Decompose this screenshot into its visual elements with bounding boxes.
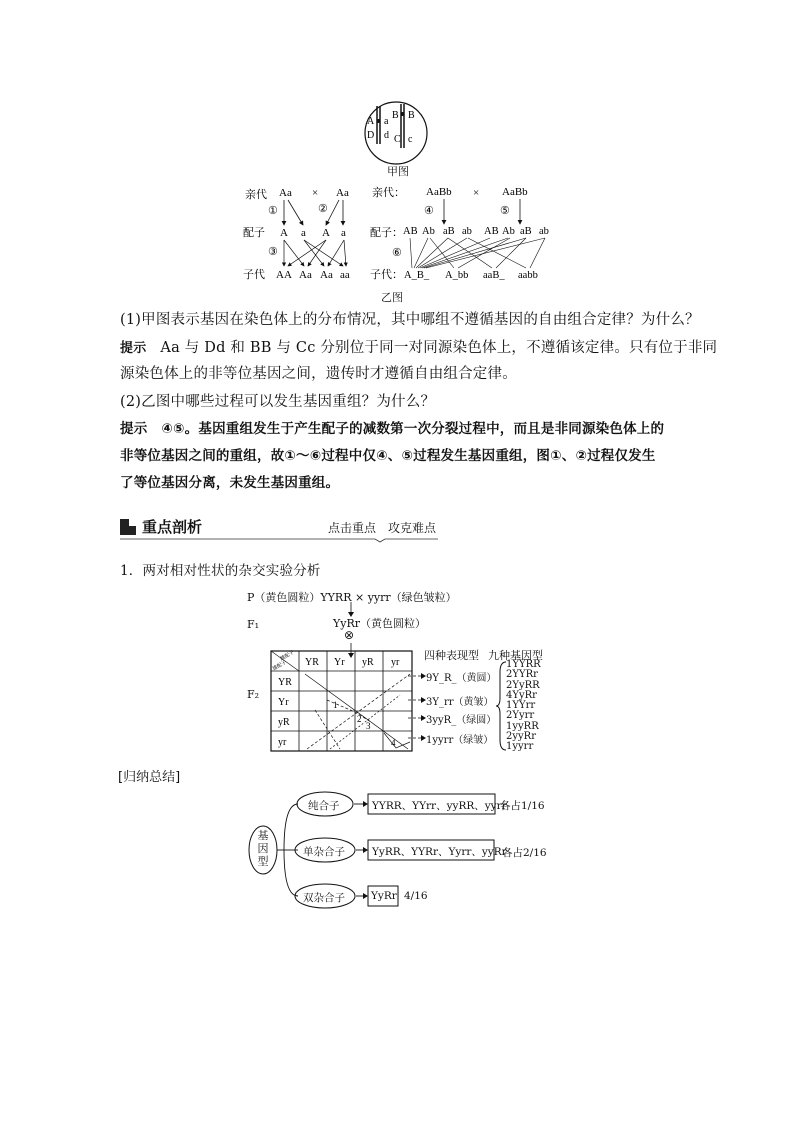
cross-left: × (312, 187, 319, 199)
offspring: Aa (320, 269, 333, 281)
cell-mark: 2 (357, 714, 362, 724)
gamete: A (280, 227, 288, 239)
hint-1-line1: Aa 与 Dd 和 BB 与 Cc 分别位于同一对同源染色体上，不遵循该定律。只有位于非同 (160, 340, 718, 356)
figure-yi-caption: 乙图 (381, 291, 403, 304)
hint-label: 提示 (120, 421, 148, 437)
hint-2-line1: ④⑤。基因重组发生于产生配子的减数第一次分裂过程中，而且是非同源染色体上的 (161, 421, 665, 437)
gamete: a (301, 227, 306, 239)
offspring: A_B_ (404, 270, 430, 281)
ratio-homozygous: 各占1/16 (500, 800, 545, 812)
ratio-double-het: 4/16 (404, 890, 428, 902)
header-genotypes: 九种基因型 (488, 649, 543, 662)
cell-mark: 4 (391, 738, 396, 748)
genotype-item: 2YYRr (506, 669, 538, 681)
gamete: A (322, 227, 330, 239)
phenotype-row: 9Y_R_（黄圆） (426, 673, 497, 684)
phenotype-row: 3Y_rr（黄皱） (426, 697, 494, 708)
summary-label: [归纳总结] (118, 770, 181, 785)
hint-2-line3: 了等位基因分离，未发生基因重组。 (120, 475, 340, 491)
corner-female: 雌配子 (279, 650, 296, 663)
phenotype-row: 3yyR_（绿圆） (426, 715, 497, 726)
summary-root: 基因型 (257, 829, 269, 868)
offspring: aa (340, 269, 350, 281)
branch-single-het: 单杂合子 (303, 846, 345, 858)
gene-label: A (367, 116, 375, 127)
f1-line: YyRr（黄色圆粒） (333, 617, 427, 630)
offspring-label-right: 子代： (370, 269, 403, 281)
p-line: P（黄色圆粒）YYRR × yyrr（绿色皱粒） (247, 591, 457, 604)
row-gamete: YR (278, 677, 292, 688)
header-phenotypes: 四种表现型 (424, 649, 479, 662)
f2-label: F₂ (247, 688, 260, 701)
step-2: ② (318, 203, 328, 215)
punnett-square (270, 650, 415, 754)
gene-label: D (367, 130, 375, 141)
parent-label-left: 亲代 (245, 189, 267, 201)
hint-1 (120, 335, 717, 362)
col-gamete: yR (362, 657, 374, 668)
phenotype-leaders (408, 672, 428, 752)
step-1: ① (268, 205, 278, 217)
offspring: Aa (299, 269, 312, 281)
gene-label: d (384, 130, 389, 141)
col-gamete: yr (391, 657, 400, 668)
item-1-title: 1．两对相对性状的杂交实验分析 (120, 563, 321, 579)
parent-label-right: 亲代： (372, 187, 405, 199)
step-5: ⑤ (500, 205, 510, 217)
gene-label: B (392, 110, 399, 121)
genotype-item: 2Yyrr (506, 710, 535, 722)
genotype-item: 1yyRR (506, 720, 539, 732)
f1-label: F₁ (247, 618, 260, 631)
phenotype-row: 1yyrr（绿皱） (426, 735, 494, 746)
figure-yi (240, 182, 560, 292)
gene-label: C (394, 134, 401, 145)
self-cross-symbol: ⊗ (344, 628, 355, 642)
parent2-right: AaBb (502, 186, 528, 198)
gamete: ab (539, 226, 549, 237)
parent1-left: Aa (279, 187, 292, 199)
step-4: ④ (424, 205, 434, 217)
branch-double-het: 双杂合子 (303, 892, 345, 904)
row-gamete: yR (278, 717, 290, 728)
genotypes-homozygous: YYRR、YYrr、yyRR、yyrr (372, 800, 507, 812)
section-header (120, 516, 440, 542)
figure-jia-caption: 甲图 (387, 165, 409, 178)
section-underline (120, 535, 440, 543)
ratio-single-het: 各占2/16 (502, 847, 547, 859)
gene-label: B (408, 110, 415, 121)
gamete: aB (443, 226, 455, 237)
cross-right: × (473, 187, 480, 199)
genotype-list (506, 660, 541, 753)
section-subtitle: 点击重点 攻克难点 (328, 521, 437, 535)
offspring: aabb (518, 270, 538, 281)
cell-mark: 3 (366, 721, 371, 731)
col-gamete: Yr (334, 657, 345, 668)
cell-mark: 1 (333, 700, 338, 710)
col-gamete: YR (305, 657, 319, 668)
question-2: (2)乙图中哪些过程可以发生基因重组？为什么？ (120, 394, 436, 410)
offspring: A_bb (445, 270, 469, 281)
genotype-item: 2YyRR (506, 679, 540, 691)
genotype-item: 1YYrr (506, 700, 536, 712)
offspring: AA (276, 269, 292, 281)
genotype-item: 1YYRR (506, 659, 541, 670)
gamete: aB (520, 226, 532, 237)
step-6: ⑥ (392, 247, 402, 259)
hint-2 (120, 416, 664, 443)
gamete-label-left: 配子 (243, 227, 265, 239)
gamete: a (341, 227, 346, 239)
offspring: aaB_ (483, 270, 505, 281)
branch-homozygous: 纯合子 (308, 800, 340, 812)
gene-label: c (408, 134, 413, 145)
gamete: AB (403, 226, 418, 237)
gene-label: a (384, 116, 389, 127)
question-1: (1)甲图表示基因在染色体上的分布情况，其中哪组不遵循基因的自由组合定律？为什么？ (120, 312, 700, 328)
genotype-item: 1yyrr (506, 741, 534, 753)
step-3: ③ (268, 246, 278, 258)
offspring-label-left: 子代 (243, 269, 265, 281)
genotype-item: 4YyRr (506, 689, 537, 701)
corner-male: 雄配子 (272, 660, 288, 673)
genotypes-single-het: YyRR、YYRr、Yyrr、yyRr (372, 846, 507, 858)
section-icon-notch (129, 519, 136, 526)
genotype-item: 2yyRr (506, 731, 536, 743)
row-gamete: yr (278, 737, 287, 748)
row-gamete: Yr (278, 697, 289, 708)
gamete: Ab (422, 226, 435, 237)
gamete-label-right: 配子： (370, 227, 403, 239)
gamete: Ab (502, 226, 515, 237)
parent2-left: Aa (336, 187, 349, 199)
parent1-right: AaBb (426, 186, 452, 198)
hint-2-line2: 非等位基因之间的重组，故①～⑥过程中仅④、⑤过程发生基因重组，图①、②过程仅发生 (120, 448, 656, 464)
section-title: 重点剖析 (142, 518, 203, 536)
gamete: AB (484, 226, 499, 237)
hint-label: 提示 (120, 341, 147, 356)
gamete: ab (462, 226, 472, 237)
genotypes-double-het: YyRr (371, 890, 397, 902)
hint-1-line2: 源染色体上的非等位基因之间，遗传时才遵循自由组合定律。 (120, 366, 517, 382)
